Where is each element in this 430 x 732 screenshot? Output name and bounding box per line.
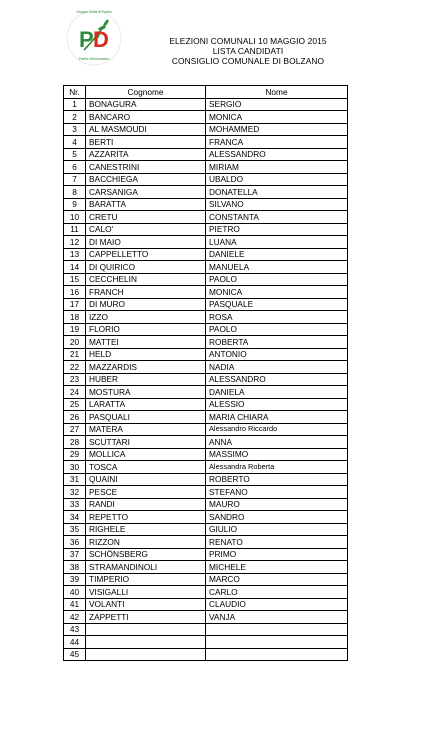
candidate-surname: QUAINI <box>86 473 206 486</box>
candidate-number: 23 <box>64 373 86 386</box>
candidate-surname: DI MAIO <box>86 236 206 249</box>
candidate-surname: HELD <box>86 348 206 361</box>
candidate-surname: DI QUIRICO <box>86 261 206 274</box>
table-row <box>64 386 348 399</box>
table-row <box>64 298 348 311</box>
candidate-number: 14 <box>64 261 86 274</box>
candidate-number: 18 <box>64 311 86 324</box>
candidate-surname: RIZZON <box>86 536 206 549</box>
table-row <box>64 511 348 524</box>
candidate-number: 2 <box>64 111 86 124</box>
candidate-name: GIULIO <box>206 523 348 536</box>
candidate-number: 28 <box>64 436 86 449</box>
candidate-number: 36 <box>64 536 86 549</box>
candidate-surname <box>86 648 206 661</box>
candidate-name <box>206 636 348 649</box>
candidate-number: 12 <box>64 236 86 249</box>
logo-caption-top: Gruppo Unità di Partito <box>76 10 112 14</box>
table-row <box>64 548 348 561</box>
logo-caption-bottom: Partito Democratico <box>78 57 110 61</box>
candidate-surname: AZZARITA <box>86 148 206 161</box>
table-row <box>64 423 348 436</box>
candidate-number: 29 <box>64 448 86 461</box>
candidate-surname: ZAPPETTI <box>86 611 206 624</box>
candidate-number: 39 <box>64 573 86 586</box>
candidate-number: 7 <box>64 173 86 186</box>
table-row <box>64 236 348 249</box>
candidate-name: SERGIO <box>206 98 348 111</box>
candidate-name: MAURO <box>206 498 348 511</box>
document-header <box>150 36 346 67</box>
candidate-name: MICHELE <box>206 561 348 574</box>
candidate-surname: RIGHELE <box>86 523 206 536</box>
candidate-number: 42 <box>64 611 86 624</box>
candidate-number: 17 <box>64 298 86 311</box>
candidate-surname: CRETU <box>86 211 206 224</box>
candidate-surname: FRANCH <box>86 286 206 299</box>
candidate-number: 33 <box>64 498 86 511</box>
table-row <box>64 311 348 324</box>
candidate-surname: BACCHIEGA <box>86 173 206 186</box>
candidate-number: 37 <box>64 548 86 561</box>
candidate-name: DANIELE <box>206 248 348 261</box>
logo-letter-p: P <box>79 27 94 52</box>
candidate-name: MONICA <box>206 286 348 299</box>
table-row <box>64 573 348 586</box>
candidate-name: ALESSANDRO <box>206 148 348 161</box>
candidate-number: 25 <box>64 398 86 411</box>
candidate-surname: MAZZARDIS <box>86 361 206 374</box>
table-row <box>64 373 348 386</box>
candidate-name: MONICA <box>206 111 348 124</box>
candidate-surname: VOLANTI <box>86 598 206 611</box>
candidate-number: 19 <box>64 323 86 336</box>
candidate-surname: PASQUALI <box>86 411 206 424</box>
candidate-surname: BONAGURA <box>86 98 206 111</box>
candidate-name: VANJA <box>206 611 348 624</box>
column-header-nome: Nome <box>206 86 348 99</box>
candidate-name <box>206 623 348 636</box>
candidate-number: 34 <box>64 511 86 524</box>
table-header-row <box>64 86 348 99</box>
table-row <box>64 586 348 599</box>
candidate-number: 1 <box>64 98 86 111</box>
table-row <box>64 223 348 236</box>
candidates-table <box>63 85 348 661</box>
candidate-surname: FLORIO <box>86 323 206 336</box>
table-row <box>64 323 348 336</box>
candidate-name: PASQUALE <box>206 298 348 311</box>
table-row <box>64 98 348 111</box>
candidate-name: CLAUDIO <box>206 598 348 611</box>
candidate-name: ROSA <box>206 311 348 324</box>
table-row <box>64 173 348 186</box>
candidate-surname: IZZO <box>86 311 206 324</box>
candidate-number: 35 <box>64 523 86 536</box>
column-header-nr: Nr. <box>64 86 86 99</box>
table-row <box>64 486 348 499</box>
table-row <box>64 361 348 374</box>
candidate-surname: CAPPELLETTO <box>86 248 206 261</box>
table-row <box>64 536 348 549</box>
candidate-number: 45 <box>64 648 86 661</box>
table-row <box>64 286 348 299</box>
candidate-number: 24 <box>64 386 86 399</box>
table-row <box>64 648 348 661</box>
candidate-surname: HUBER <box>86 373 206 386</box>
candidate-name: PIETRO <box>206 223 348 236</box>
candidate-surname: AL MASMOUDI <box>86 123 206 136</box>
candidate-number: 4 <box>64 136 86 149</box>
candidate-number: 20 <box>64 336 86 349</box>
candidate-name: SILVANO <box>206 198 348 211</box>
candidate-name: Alessandro Riccardo <box>206 423 348 436</box>
table-row <box>64 123 348 136</box>
header-council: CONSIGLIO COMUNALE DI BOLZANO <box>171 56 325 67</box>
candidate-surname <box>86 636 206 649</box>
candidate-name: ROBERTA <box>206 336 348 349</box>
table-row <box>64 523 348 536</box>
candidate-surname: MATERA <box>86 423 206 436</box>
candidate-name: LUANA <box>206 236 348 249</box>
column-header-cognome: Cognome <box>86 86 206 99</box>
table-row <box>64 561 348 574</box>
candidate-name: NADIA <box>206 361 348 374</box>
candidate-surname: DI MURO <box>86 298 206 311</box>
table-row <box>64 611 348 624</box>
candidate-number: 40 <box>64 586 86 599</box>
table-row <box>64 186 348 199</box>
candidate-surname: REPETTO <box>86 511 206 524</box>
candidate-surname: CANESTRINI <box>86 161 206 174</box>
table-row <box>64 211 348 224</box>
candidate-number: 16 <box>64 286 86 299</box>
candidate-surname: BANCARO <box>86 111 206 124</box>
candidate-name <box>206 648 348 661</box>
table-row <box>64 461 348 474</box>
candidate-number: 32 <box>64 486 86 499</box>
candidate-name: MIRIAM <box>206 161 348 174</box>
table-row <box>64 111 348 124</box>
candidate-number: 30 <box>64 461 86 474</box>
logo-letter-d: D <box>93 27 109 52</box>
candidate-number: 13 <box>64 248 86 261</box>
candidate-number: 3 <box>64 123 86 136</box>
table-row <box>64 348 348 361</box>
candidate-surname: TOSCA <box>86 461 206 474</box>
table-row <box>64 136 348 149</box>
candidate-surname: TIMPERIO <box>86 573 206 586</box>
table-row <box>64 248 348 261</box>
candidate-name: DANIELA <box>206 386 348 399</box>
candidate-number: 27 <box>64 423 86 436</box>
candidate-surname: LARATTA <box>86 398 206 411</box>
candidate-surname: CECCHELIN <box>86 273 206 286</box>
header-list: LISTA CANDIDATI <box>212 46 284 57</box>
candidate-number: 22 <box>64 361 86 374</box>
candidate-name: ROBERTO <box>206 473 348 486</box>
table-row <box>64 598 348 611</box>
candidate-name: ALESSANDRO <box>206 373 348 386</box>
candidate-number: 6 <box>64 161 86 174</box>
candidate-surname: MOLLICA <box>86 448 206 461</box>
candidate-surname: MOSTURA <box>86 386 206 399</box>
candidate-surname: PESCE <box>86 486 206 499</box>
table-row <box>64 411 348 424</box>
candidate-surname: SCHÖNSBERG <box>86 548 206 561</box>
candidate-name: MASSIMO <box>206 448 348 461</box>
table-row <box>64 448 348 461</box>
table-row <box>64 336 348 349</box>
candidate-number: 5 <box>64 148 86 161</box>
candidate-name: MARCO <box>206 573 348 586</box>
candidate-name: MANUELA <box>206 261 348 274</box>
table-row <box>64 198 348 211</box>
candidate-name: ANTONIO <box>206 348 348 361</box>
candidate-number: 9 <box>64 198 86 211</box>
candidate-number: 38 <box>64 561 86 574</box>
candidate-number: 44 <box>64 636 86 649</box>
candidate-number: 21 <box>64 348 86 361</box>
candidate-name: PRIMO <box>206 548 348 561</box>
candidate-number: 10 <box>64 211 86 224</box>
candidate-number: 43 <box>64 623 86 636</box>
candidate-surname: BARATTA <box>86 198 206 211</box>
candidate-number: 41 <box>64 598 86 611</box>
candidate-name: MARIA CHIARA <box>206 411 348 424</box>
candidate-surname: CARSANIGA <box>86 186 206 199</box>
table-row <box>64 436 348 449</box>
candidate-name: SANDRO <box>206 511 348 524</box>
candidate-surname <box>86 623 206 636</box>
candidate-name: RENATO <box>206 536 348 549</box>
table-row <box>64 623 348 636</box>
candidate-surname: SCUTTARI <box>86 436 206 449</box>
table-row <box>64 148 348 161</box>
candidate-number: 26 <box>64 411 86 424</box>
candidate-number: 31 <box>64 473 86 486</box>
party-logo <box>62 8 126 68</box>
table-row <box>64 498 348 511</box>
table-row <box>64 636 348 649</box>
candidate-name: UBALDO <box>206 173 348 186</box>
table-row <box>64 473 348 486</box>
candidate-surname: MATTEI <box>86 336 206 349</box>
candidate-surname: STRAMANDINOLI <box>86 561 206 574</box>
candidate-name: MOHAMMED <box>206 123 348 136</box>
table-row <box>64 161 348 174</box>
table-row <box>64 261 348 274</box>
header-election: ELEZIONI COMUNALI 10 MAGGIO 2015 <box>169 36 327 46</box>
table-row <box>64 273 348 286</box>
candidate-name: ALESSIO <box>206 398 348 411</box>
candidate-number: 15 <box>64 273 86 286</box>
candidate-number: 11 <box>64 223 86 236</box>
candidate-surname: VISIGALLI <box>86 586 206 599</box>
table-row <box>64 398 348 411</box>
candidate-name: Alessandra Roberta <box>206 461 348 474</box>
candidate-surname: CALO' <box>86 223 206 236</box>
candidate-name: FRANCA <box>206 136 348 149</box>
candidate-name: DONATELLA <box>206 186 348 199</box>
candidate-name: CARLO <box>206 586 348 599</box>
candidate-name: STEFANO <box>206 486 348 499</box>
candidate-number: 8 <box>64 186 86 199</box>
candidate-name: CONSTANTA <box>206 211 348 224</box>
candidate-surname: BERTI <box>86 136 206 149</box>
candidate-name: ANNA <box>206 436 348 449</box>
candidate-surname: RANDI <box>86 498 206 511</box>
candidate-name: PAOLO <box>206 273 348 286</box>
candidate-name: PAOLO <box>206 323 348 336</box>
